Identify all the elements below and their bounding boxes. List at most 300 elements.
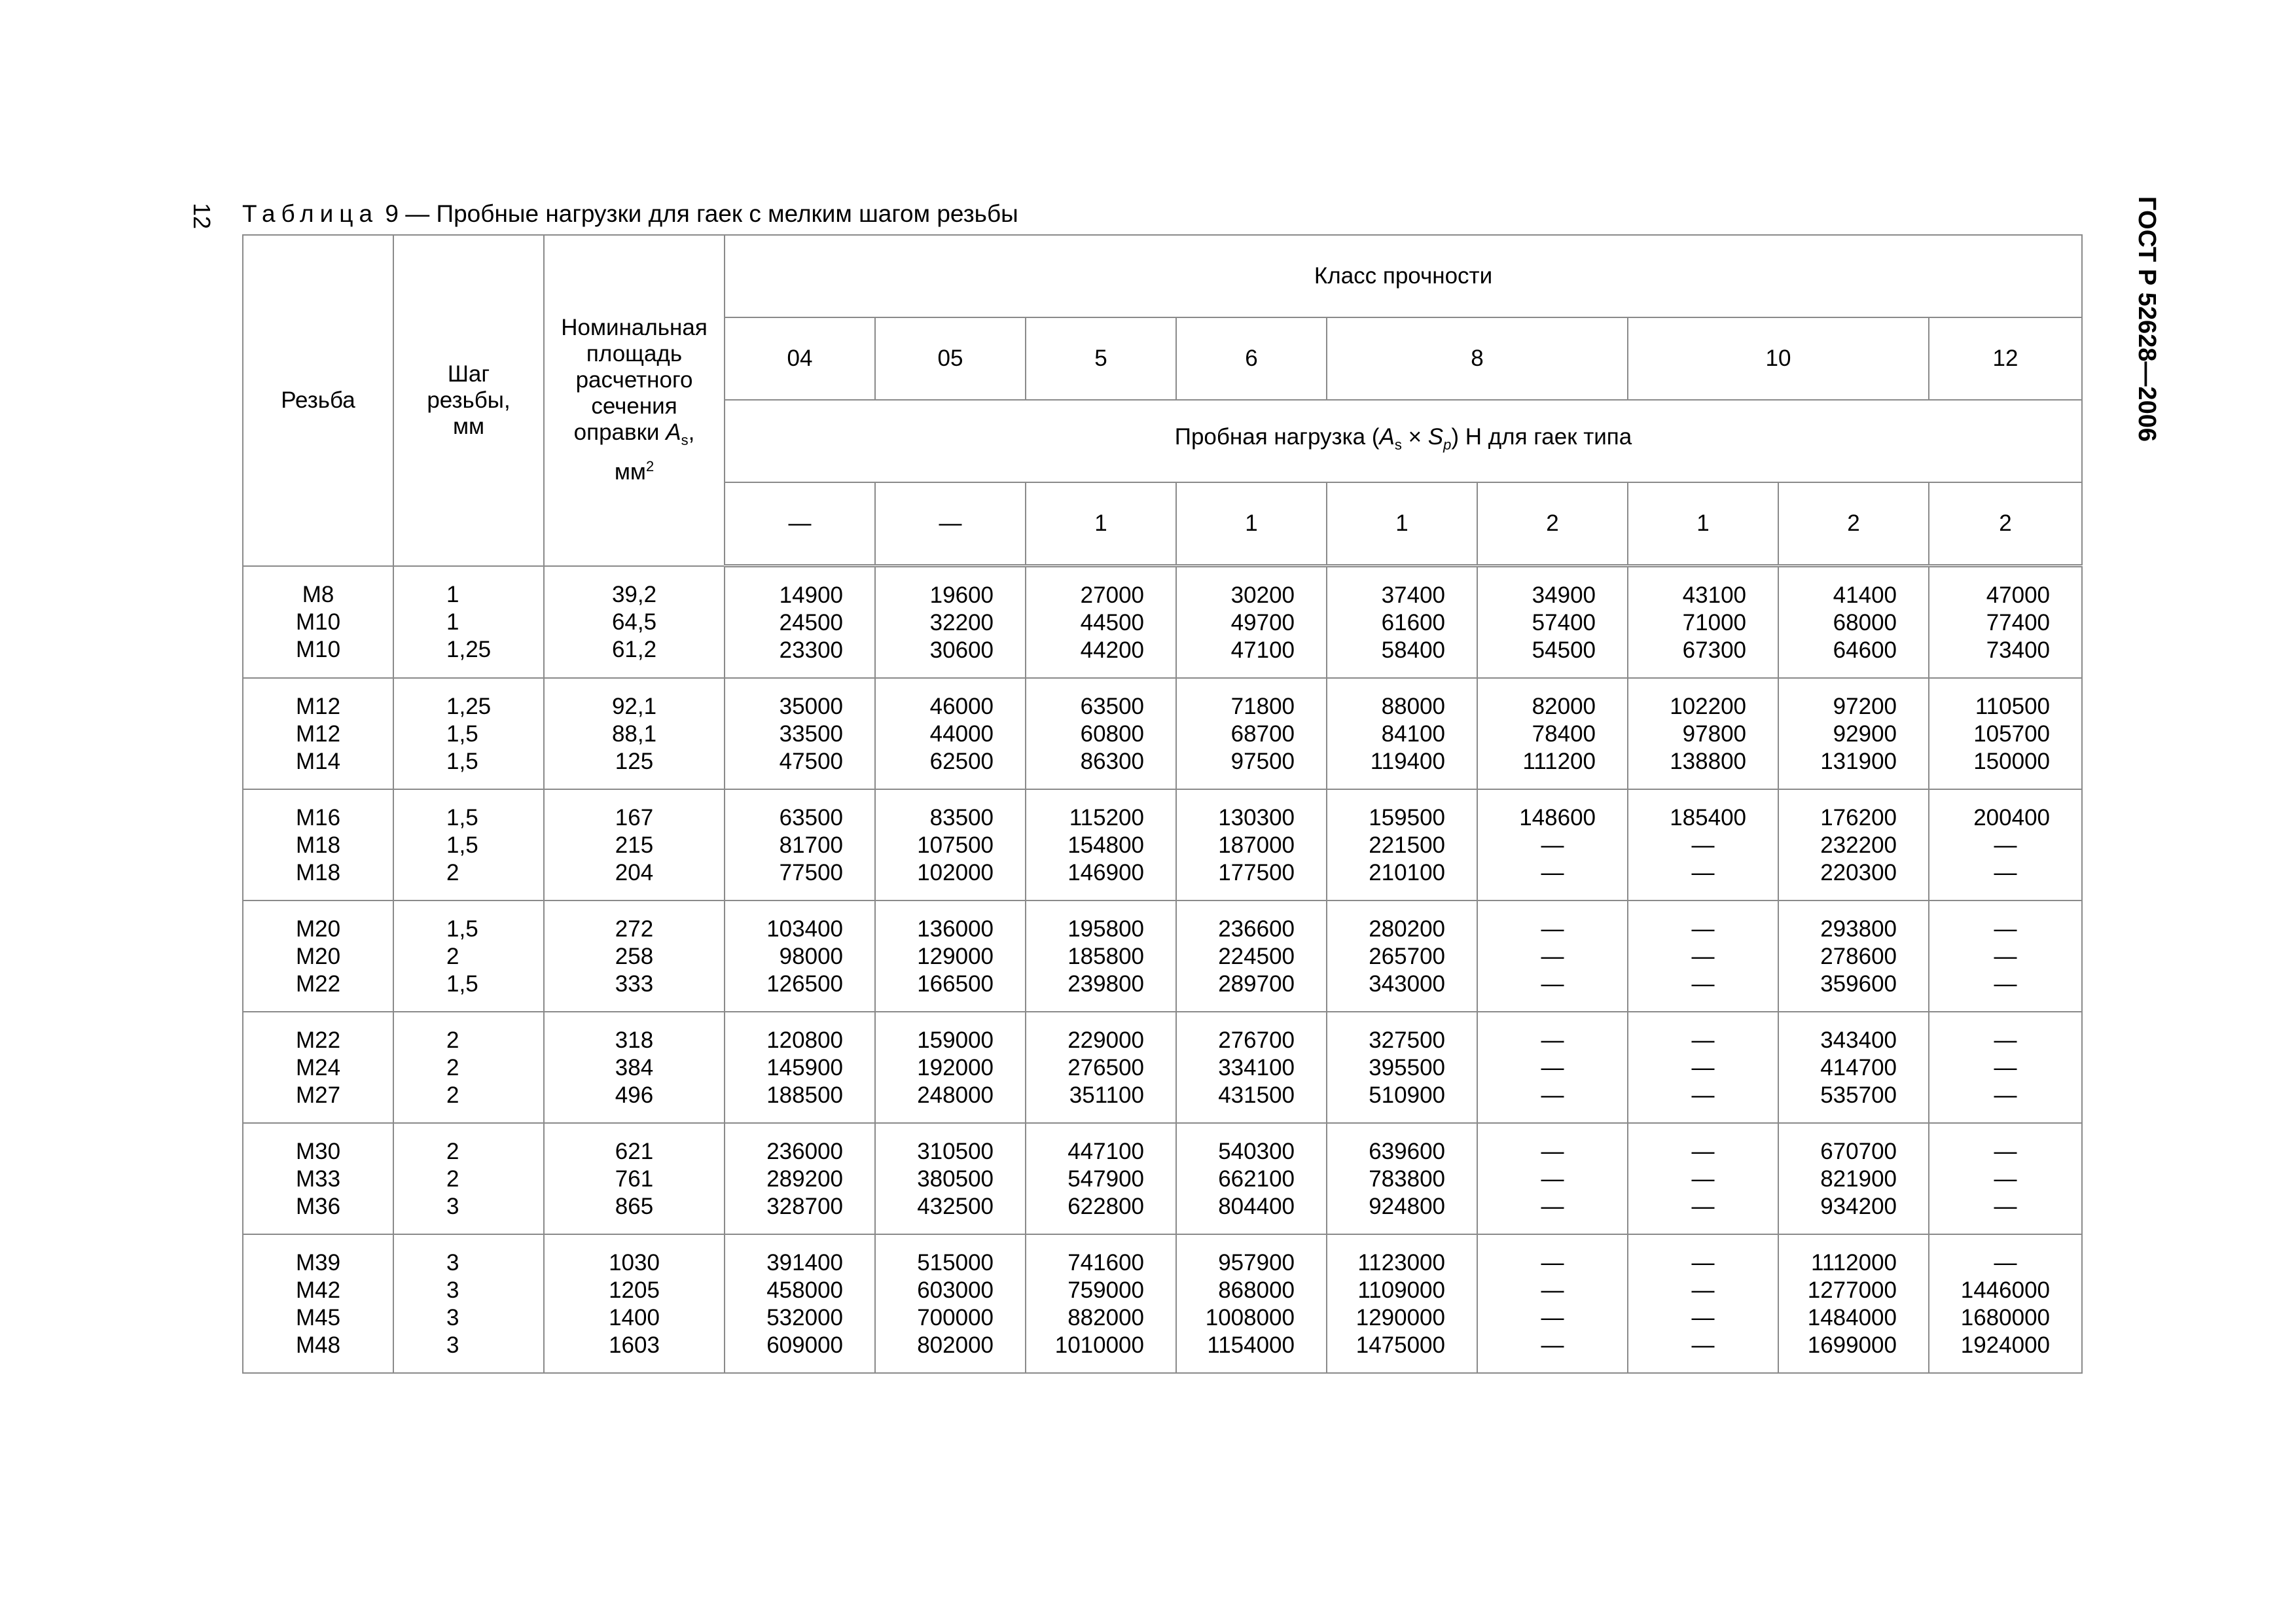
proof-load-table	[242, 234, 2083, 1374]
pitch-value: 2	[446, 1082, 459, 1108]
load-value: —	[1691, 860, 1715, 885]
load-value: 71000	[1682, 610, 1746, 635]
load-cell	[725, 678, 875, 789]
thread-value: М20	[295, 944, 341, 969]
load-value: 1277000	[1807, 1277, 1897, 1303]
load-value: 741600	[1067, 1250, 1144, 1275]
area-value: 64,5	[611, 609, 657, 635]
load-value: 192000	[917, 1055, 994, 1080]
thread-value: М48	[295, 1332, 341, 1358]
load-value: 1154000	[1207, 1332, 1295, 1358]
load-value: 119400	[1370, 749, 1445, 774]
area-value: 1205	[609, 1277, 660, 1303]
pitch-value: 1,5	[446, 832, 478, 858]
load-cell	[875, 566, 1026, 679]
table-row-group	[243, 901, 2082, 1012]
thread-value: М22	[295, 1027, 341, 1053]
thread-value: М12	[295, 694, 341, 719]
load-cell	[1628, 678, 1778, 789]
load-value: 14900	[779, 582, 843, 608]
nut-type: —	[875, 482, 1026, 566]
load-cell	[1176, 678, 1327, 789]
thread-value: М39	[295, 1250, 341, 1275]
load-value: —	[1691, 1332, 1715, 1358]
pitch-value: 3	[446, 1194, 459, 1219]
load-value: 957900	[1218, 1250, 1295, 1275]
load-value: 177500	[1218, 860, 1295, 885]
load-value: —	[1541, 1194, 1564, 1219]
load-value: —	[1541, 1250, 1564, 1275]
load-value: 58400	[1381, 637, 1445, 663]
load-value: 220300	[1820, 860, 1897, 885]
load-value: 43100	[1682, 582, 1746, 608]
load-value: 33500	[779, 721, 843, 747]
load-cell	[1026, 678, 1176, 789]
thread-value: М18	[295, 832, 341, 858]
load-value: 759000	[1067, 1277, 1144, 1303]
load-value: —	[1994, 1139, 2017, 1164]
load-cell	[1327, 566, 1477, 679]
load-value: 1475000	[1355, 1332, 1445, 1358]
load-value: 82000	[1532, 694, 1596, 719]
area-value: 39,2	[611, 581, 657, 607]
load-cell	[875, 678, 1026, 789]
load-cell	[1327, 1123, 1477, 1234]
load-value: —	[1691, 1277, 1715, 1303]
load-cell	[1477, 1234, 1628, 1373]
load-value: 622800	[1067, 1194, 1144, 1219]
load-value: 280200	[1369, 916, 1445, 942]
area-value: 1603	[609, 1332, 660, 1358]
load-cell	[875, 1012, 1026, 1123]
load-cell	[1628, 1123, 1778, 1234]
load-cell	[1628, 1012, 1778, 1123]
load-value: 77400	[1986, 610, 2051, 635]
load-cell	[1628, 566, 1778, 679]
load-value: 224500	[1218, 944, 1295, 969]
load-value: —	[1541, 916, 1564, 942]
load-value: 19600	[929, 582, 994, 608]
load-value: 248000	[917, 1082, 994, 1108]
class-04: 04	[725, 317, 875, 400]
load-cell	[1778, 1012, 1929, 1123]
area-value: 865	[615, 1194, 654, 1219]
load-cell	[1176, 789, 1327, 901]
load-value: 432500	[917, 1194, 994, 1219]
load-value: 229000	[1067, 1027, 1144, 1053]
load-value: 92900	[1833, 721, 1897, 747]
load-value: 1010000	[1054, 1332, 1144, 1358]
thread-value: М18	[295, 860, 341, 885]
load-value: —	[1691, 916, 1715, 942]
area-value: 761	[615, 1166, 654, 1192]
load-cell	[875, 789, 1026, 901]
load-value: 700000	[917, 1305, 994, 1330]
load-cell	[1327, 901, 1477, 1012]
load-value: 131900	[1820, 749, 1897, 774]
pitch-value: 1,25	[446, 694, 492, 719]
load-value: —	[1541, 832, 1564, 858]
load-value: —	[1541, 1332, 1564, 1358]
load-value: —	[1994, 1055, 2017, 1080]
load-value: 97500	[1230, 749, 1295, 774]
load-value: 334100	[1218, 1055, 1295, 1080]
load-value: 166500	[917, 971, 994, 997]
thread-value: М10	[295, 609, 341, 635]
load-value: 1699000	[1807, 1332, 1897, 1358]
load-value: 276700	[1218, 1027, 1295, 1053]
thread-value: М24	[295, 1055, 341, 1080]
load-value: —	[1541, 1277, 1564, 1303]
load-value: 293800	[1820, 916, 1897, 942]
load-cell	[1026, 1123, 1176, 1234]
load-value: 804400	[1218, 1194, 1295, 1219]
class-5: 5	[1026, 317, 1176, 400]
thread-cell	[243, 1123, 393, 1234]
load-value: 98000	[779, 944, 843, 969]
thread-value: М27	[295, 1082, 341, 1108]
pitch-value: 3	[446, 1332, 459, 1358]
load-value: —	[1541, 860, 1564, 885]
pitch-value: 1,5	[446, 971, 478, 997]
load-value: 107500	[917, 832, 994, 858]
area-value: 1030	[609, 1250, 660, 1275]
area-cell	[544, 566, 725, 679]
load-value: 510900	[1369, 1082, 1445, 1108]
load-value: 1290000	[1355, 1305, 1445, 1330]
load-cell	[725, 789, 875, 901]
pitch-value: 2	[446, 1055, 459, 1080]
proof-load-prefix: Пробная нагрузка (	[1174, 424, 1380, 450]
load-value: 343400	[1820, 1027, 1897, 1053]
load-value: 83500	[929, 805, 994, 830]
load-value: 391400	[766, 1250, 843, 1275]
load-value: 130300	[1218, 805, 1295, 830]
load-value: 289700	[1218, 971, 1295, 997]
load-cell	[1778, 901, 1929, 1012]
header-area-symbol: A	[666, 419, 681, 446]
load-cell	[875, 901, 1026, 1012]
load-value: 187000	[1218, 832, 1295, 858]
load-value: —	[1994, 1166, 2017, 1192]
load-value: 44500	[1080, 610, 1144, 635]
load-value: —	[1541, 1055, 1564, 1080]
load-value: 458000	[766, 1277, 843, 1303]
load-value: 221500	[1369, 832, 1445, 858]
load-value: 57400	[1532, 610, 1596, 635]
pitch-cell	[393, 1234, 544, 1373]
nut-type: 2	[1477, 482, 1628, 566]
thread-value: М10	[295, 636, 341, 662]
load-value: —	[1994, 1027, 2017, 1053]
load-value: —	[1691, 1166, 1715, 1192]
load-value: 84100	[1381, 721, 1445, 747]
load-cell	[1327, 789, 1477, 901]
area-cell	[544, 1234, 725, 1373]
document-code: ГОСТ Р 52628—2006	[2133, 196, 2161, 442]
load-cell	[1026, 901, 1176, 1012]
class-05: 05	[875, 317, 1026, 400]
nut-type: 2	[1778, 482, 1929, 566]
load-value: 200400	[1973, 805, 2051, 830]
load-value: —	[1691, 1139, 1715, 1164]
thread-cell	[243, 1012, 393, 1123]
header-proof-load: Пробная нагрузка $(A_s \times S_p)$ Н для гаек типа	[725, 400, 2082, 482]
load-value: 47000	[1986, 582, 2051, 608]
load-value: 327500	[1369, 1027, 1445, 1053]
nut-type: 1	[1026, 482, 1176, 566]
pitch-value: 2	[446, 944, 459, 969]
load-value: 1008000	[1205, 1305, 1295, 1330]
header-area: Номинальная площадь расчетного сечения оправки $A_s$, $мм^2$	[544, 235, 725, 566]
area-value: 258	[615, 944, 654, 969]
caption-label: Таблица	[242, 200, 379, 227]
load-value: 783800	[1369, 1166, 1445, 1192]
load-value: —	[1994, 1250, 2017, 1275]
pitch-value: 1,5	[446, 805, 478, 830]
load-value: 111200	[1522, 749, 1596, 774]
load-value: —	[1541, 971, 1564, 997]
load-value: —	[1691, 944, 1715, 969]
load-value: 310500	[917, 1139, 994, 1164]
load-value: 64600	[1833, 637, 1897, 663]
load-cell	[1778, 1234, 1929, 1373]
pitch-value: 2	[446, 1027, 459, 1053]
load-value: 60800	[1080, 721, 1144, 747]
load-value: 159000	[917, 1027, 994, 1053]
load-value: 289200	[766, 1166, 843, 1192]
area-value: 318	[615, 1027, 654, 1053]
load-value: 77500	[779, 860, 843, 885]
load-value: —	[1994, 971, 2017, 997]
header-strength-class: Класс прочности	[725, 235, 2082, 317]
load-value: 30600	[929, 637, 994, 663]
nut-type: —	[725, 482, 875, 566]
load-value: 1484000	[1807, 1305, 1897, 1330]
load-value: 603000	[917, 1277, 994, 1303]
load-value: —	[1691, 1027, 1715, 1053]
thread-value: М20	[295, 916, 341, 942]
class-10: 10	[1628, 317, 1929, 400]
pitch-cell	[393, 678, 544, 789]
load-cell	[1778, 566, 1929, 679]
nut-type: 1	[1327, 482, 1477, 566]
load-value: 23300	[779, 637, 843, 663]
thread-value: М42	[295, 1277, 341, 1303]
area-value: 272	[615, 916, 654, 942]
area-value: 621	[615, 1139, 654, 1164]
load-value: 609000	[766, 1332, 843, 1358]
load-value: 670700	[1820, 1139, 1897, 1164]
load-value: 924800	[1369, 1194, 1445, 1219]
header-pitch	[393, 235, 544, 566]
load-value: —	[1691, 971, 1715, 997]
load-value: 49700	[1230, 610, 1295, 635]
load-value: 351100	[1069, 1082, 1144, 1108]
area-value: 1400	[609, 1305, 660, 1330]
load-value: 662100	[1218, 1166, 1295, 1192]
pitch-value: 2	[446, 1166, 459, 1192]
load-cell	[1477, 1012, 1628, 1123]
load-value: —	[1541, 1027, 1564, 1053]
load-value: 185400	[1670, 805, 1746, 830]
thread-cell	[243, 901, 393, 1012]
thread-value: М22	[295, 971, 341, 997]
load-value: 540300	[1218, 1139, 1295, 1164]
thread-value: М14	[295, 749, 341, 774]
load-value: 150000	[1973, 749, 2051, 774]
load-value: 431500	[1218, 1082, 1295, 1108]
load-value: 35000	[779, 694, 843, 719]
load-value: 86300	[1080, 749, 1144, 774]
load-value: 447100	[1067, 1139, 1144, 1164]
load-cell	[1026, 789, 1176, 901]
load-value: 62500	[929, 749, 994, 774]
load-value: 30200	[1230, 582, 1295, 608]
thread-cell	[243, 1234, 393, 1373]
load-value: 343000	[1369, 971, 1445, 997]
header-area-text: Номинальная площадь расчетного сечения оправки	[561, 315, 708, 446]
pitch-cell	[393, 566, 544, 679]
area-cell	[544, 1012, 725, 1123]
load-value: 54500	[1532, 637, 1596, 663]
header-area-unit: мм	[614, 459, 646, 486]
load-value: 236600	[1218, 916, 1295, 942]
table-row-group	[243, 1234, 2082, 1373]
load-cell	[1628, 901, 1778, 1012]
area-value: 204	[615, 860, 654, 885]
load-value: 359600	[1820, 971, 1897, 997]
load-value: 71800	[1230, 694, 1295, 719]
pitch-value: 3	[446, 1250, 459, 1275]
load-cell	[1929, 901, 2082, 1012]
load-value: 126500	[766, 971, 843, 997]
pitch-value: 1,5	[446, 721, 478, 747]
area-value: 333	[615, 971, 654, 997]
thread-cell	[243, 678, 393, 789]
load-cell	[875, 1234, 1026, 1373]
load-value: 138800	[1670, 749, 1746, 774]
pitch-cell	[393, 1012, 544, 1123]
area-cell	[544, 1123, 725, 1234]
header-thread: Резьба	[243, 235, 393, 566]
load-cell	[1477, 1123, 1628, 1234]
load-value: 176200	[1820, 805, 1897, 830]
pitch-value: 1,5	[446, 916, 478, 942]
class-8: 8	[1327, 317, 1628, 400]
load-cell	[1929, 789, 2082, 901]
load-value: —	[1994, 916, 2017, 942]
load-value: 414700	[1820, 1055, 1897, 1080]
load-value: 188500	[766, 1082, 843, 1108]
thread-value: М36	[295, 1194, 341, 1219]
load-value: 105700	[1973, 721, 2051, 747]
table-row-group	[243, 566, 2082, 679]
load-value: 68000	[1833, 610, 1897, 635]
table-caption	[242, 198, 1018, 230]
load-value: 395500	[1369, 1055, 1445, 1080]
load-value: 1123000	[1357, 1250, 1445, 1275]
nut-type: 1	[1628, 482, 1778, 566]
load-cell	[1778, 789, 1929, 901]
load-value: 1924000	[1960, 1332, 2051, 1358]
load-cell	[1929, 1012, 2082, 1123]
thread-cell	[243, 566, 393, 679]
load-value: —	[1994, 944, 2017, 969]
pitch-value: 1,25	[446, 636, 492, 662]
page-number: 12	[188, 203, 215, 230]
load-value: 44000	[929, 721, 994, 747]
load-value: —	[1994, 860, 2017, 885]
table-row-group	[243, 789, 2082, 901]
load-value: 63500	[779, 805, 843, 830]
load-cell	[1477, 566, 1628, 679]
pitch-value: 2	[446, 860, 459, 885]
load-value: 278600	[1820, 944, 1897, 969]
load-cell	[1327, 678, 1477, 789]
load-cell	[1026, 566, 1176, 679]
load-value: 120800	[766, 1027, 843, 1053]
pitch-cell	[393, 901, 544, 1012]
load-value: —	[1691, 1055, 1715, 1080]
load-value: 232200	[1820, 832, 1897, 858]
area-cell	[544, 901, 725, 1012]
area-value: 61,2	[611, 636, 657, 662]
load-value: —	[1541, 1139, 1564, 1164]
pitch-value: 2	[446, 1139, 459, 1164]
load-value: 47100	[1230, 637, 1295, 663]
load-value: 81700	[779, 832, 843, 858]
load-cell	[1327, 1012, 1477, 1123]
thread-value: М12	[295, 721, 341, 747]
load-value: 110500	[1975, 694, 2051, 719]
load-value: 154800	[1067, 832, 1144, 858]
load-value: 934200	[1820, 1194, 1897, 1219]
area-value: 167	[615, 805, 654, 830]
load-value: 265700	[1369, 944, 1445, 969]
table-row-group	[243, 1123, 2082, 1234]
load-value: 547900	[1067, 1166, 1144, 1192]
load-value: 97200	[1833, 694, 1897, 719]
load-value: 802000	[917, 1332, 994, 1358]
pitch-cell	[393, 789, 544, 901]
load-cell	[1176, 1234, 1327, 1373]
load-cell	[1176, 1123, 1327, 1234]
load-value: 129000	[917, 944, 994, 969]
table-row-group	[243, 1012, 2082, 1123]
class-12: 12	[1929, 317, 2082, 400]
thread-value: М30	[295, 1139, 341, 1164]
load-cell	[1778, 1123, 1929, 1234]
header-pitch-text: Шаг резьбы, мм	[427, 361, 511, 439]
load-value: 32200	[929, 610, 994, 635]
load-value: 146900	[1067, 860, 1144, 885]
load-cell	[875, 1123, 1026, 1234]
load-cell	[1026, 1234, 1176, 1373]
load-value: 44200	[1080, 637, 1144, 663]
load-value: —	[1691, 1082, 1715, 1108]
load-value: —	[1541, 1305, 1564, 1330]
load-value: 882000	[1067, 1305, 1144, 1330]
load-value: 532000	[766, 1305, 843, 1330]
load-value: 236000	[766, 1139, 843, 1164]
caption-text: 9 — Пробные нагрузки для гаек с мелким шагом резьбы	[385, 200, 1018, 227]
load-value: 102200	[1670, 694, 1746, 719]
load-value: 102000	[917, 860, 994, 885]
thread-value: М16	[295, 805, 341, 830]
load-cell	[1327, 1234, 1477, 1373]
load-value: 61600	[1381, 610, 1445, 635]
